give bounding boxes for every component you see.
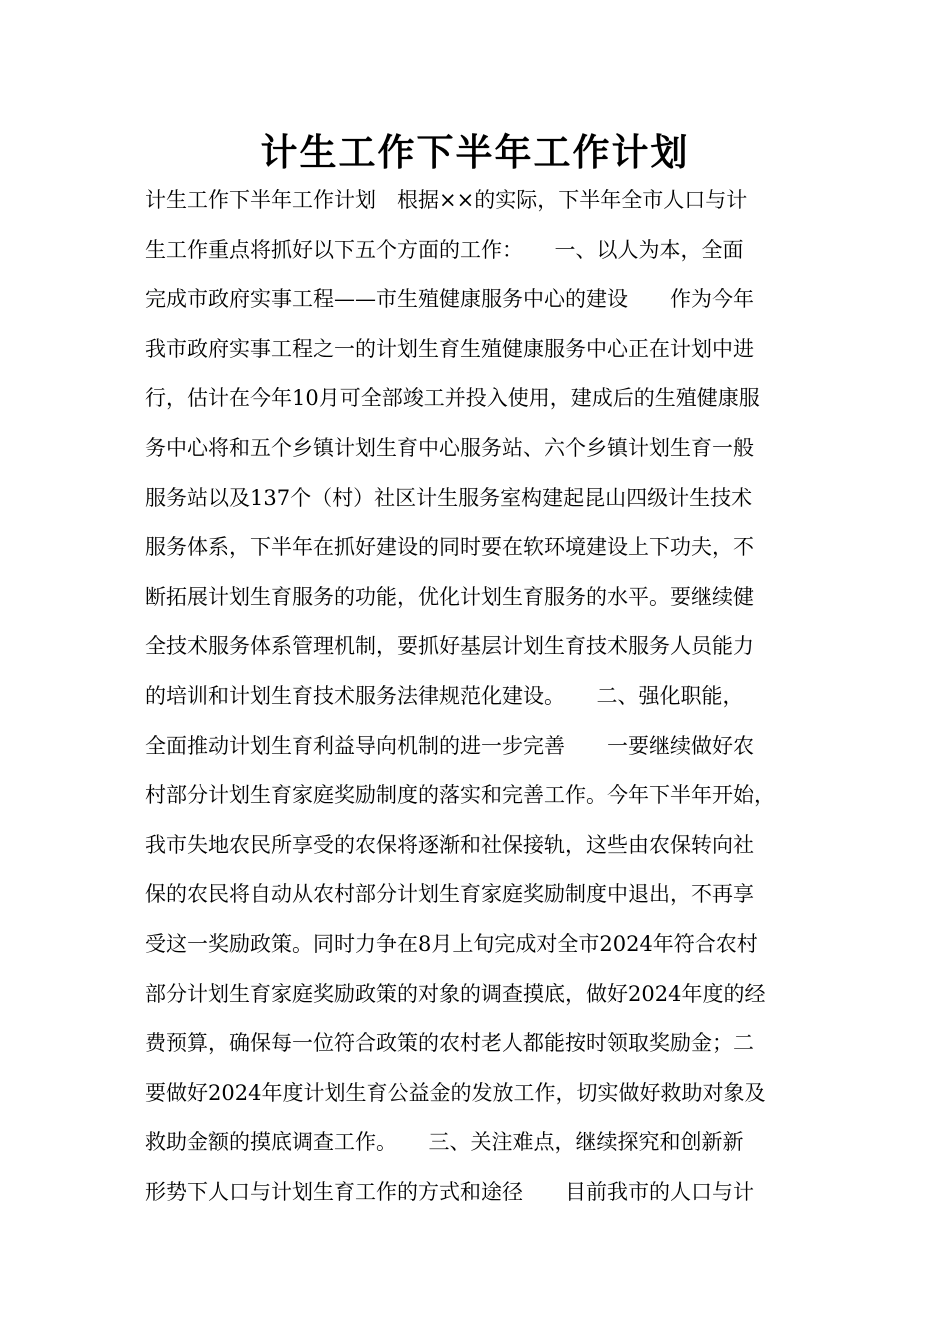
body-line: 部分计划生育家庭奖励政策的对象的调查摸底，做好2024年度的经 (145, 981, 766, 1006)
body-line: 全技术服务体系管理机制，要抓好基层计划生育技术服务人员能力 (145, 634, 754, 659)
body-line: 断拓展计划生育服务的功能，优化计划生育服务的水平。要继续健 (145, 584, 754, 609)
body-line: 的培训和计划生育技术服务法律规范化建设。 二、强化职能， (145, 683, 744, 708)
body-line: 生工作重点将抓好以下五个方面的工作： 一、以人为本，全面 (145, 237, 744, 262)
document-body (145, 176, 835, 1217)
body-line: 形势下人口与计划生育工作的方式和途径 目前我市的人口与计 (145, 1179, 754, 1204)
body-line: 服务站以及137个（村）社区计生服务室构建起昆山四级计生技术 (145, 485, 753, 510)
body-line: 费预算，确保每一位符合政策的农村老人都能按时领取奖励金；二 (145, 1031, 754, 1056)
body-line: 保的农民将自动从农村部分计划生育家庭奖励制度中退出，不再享 (145, 882, 754, 907)
body-line: 我市失地农民所享受的农保将逐渐和社保接轨，这些由农保转向社 (145, 832, 754, 857)
document-title: 计生工作下半年工作计划 (260, 131, 690, 174)
body-line: 行，估计在今年10月可全部竣工并投入使用，建成后的生殖健康服 (145, 386, 760, 411)
body-line: 务中心将和五个乡镇计划生育中心服务站、六个乡镇计划生育一般 (145, 435, 754, 460)
body-line: 全面推动计划生育利益导向机制的进一步完善 一要继续做好农 (145, 733, 754, 758)
body-line: 服务体系，下半年在抓好建设的同时要在软环境建设上下功夫，不 (145, 535, 754, 560)
body-line: 村部分计划生育家庭奖励制度的落实和完善工作。今年下半年开始， (145, 783, 775, 808)
body-line: 要做好2024年度计划生育公益金的发放工作，切实做好救助对象及 (145, 1080, 766, 1105)
body-line: 受这一奖励政策。同时力争在8月上旬完成对全市2024年符合农村 (145, 931, 758, 956)
body-line: 我市政府实事工程之一的计划生育生殖健康服务中心正在计划中进 (145, 336, 754, 361)
body-line: 计生工作下半年工作计划 根据××的实际，下半年全市人口与计 (145, 188, 748, 212)
body-line: 救助金额的摸底调查工作。 三、关注难点，继续探究和创新新 (145, 1130, 744, 1155)
body-line: 完成市政府实事工程——市生殖健康服务中心的建设 作为今年 (145, 287, 754, 312)
